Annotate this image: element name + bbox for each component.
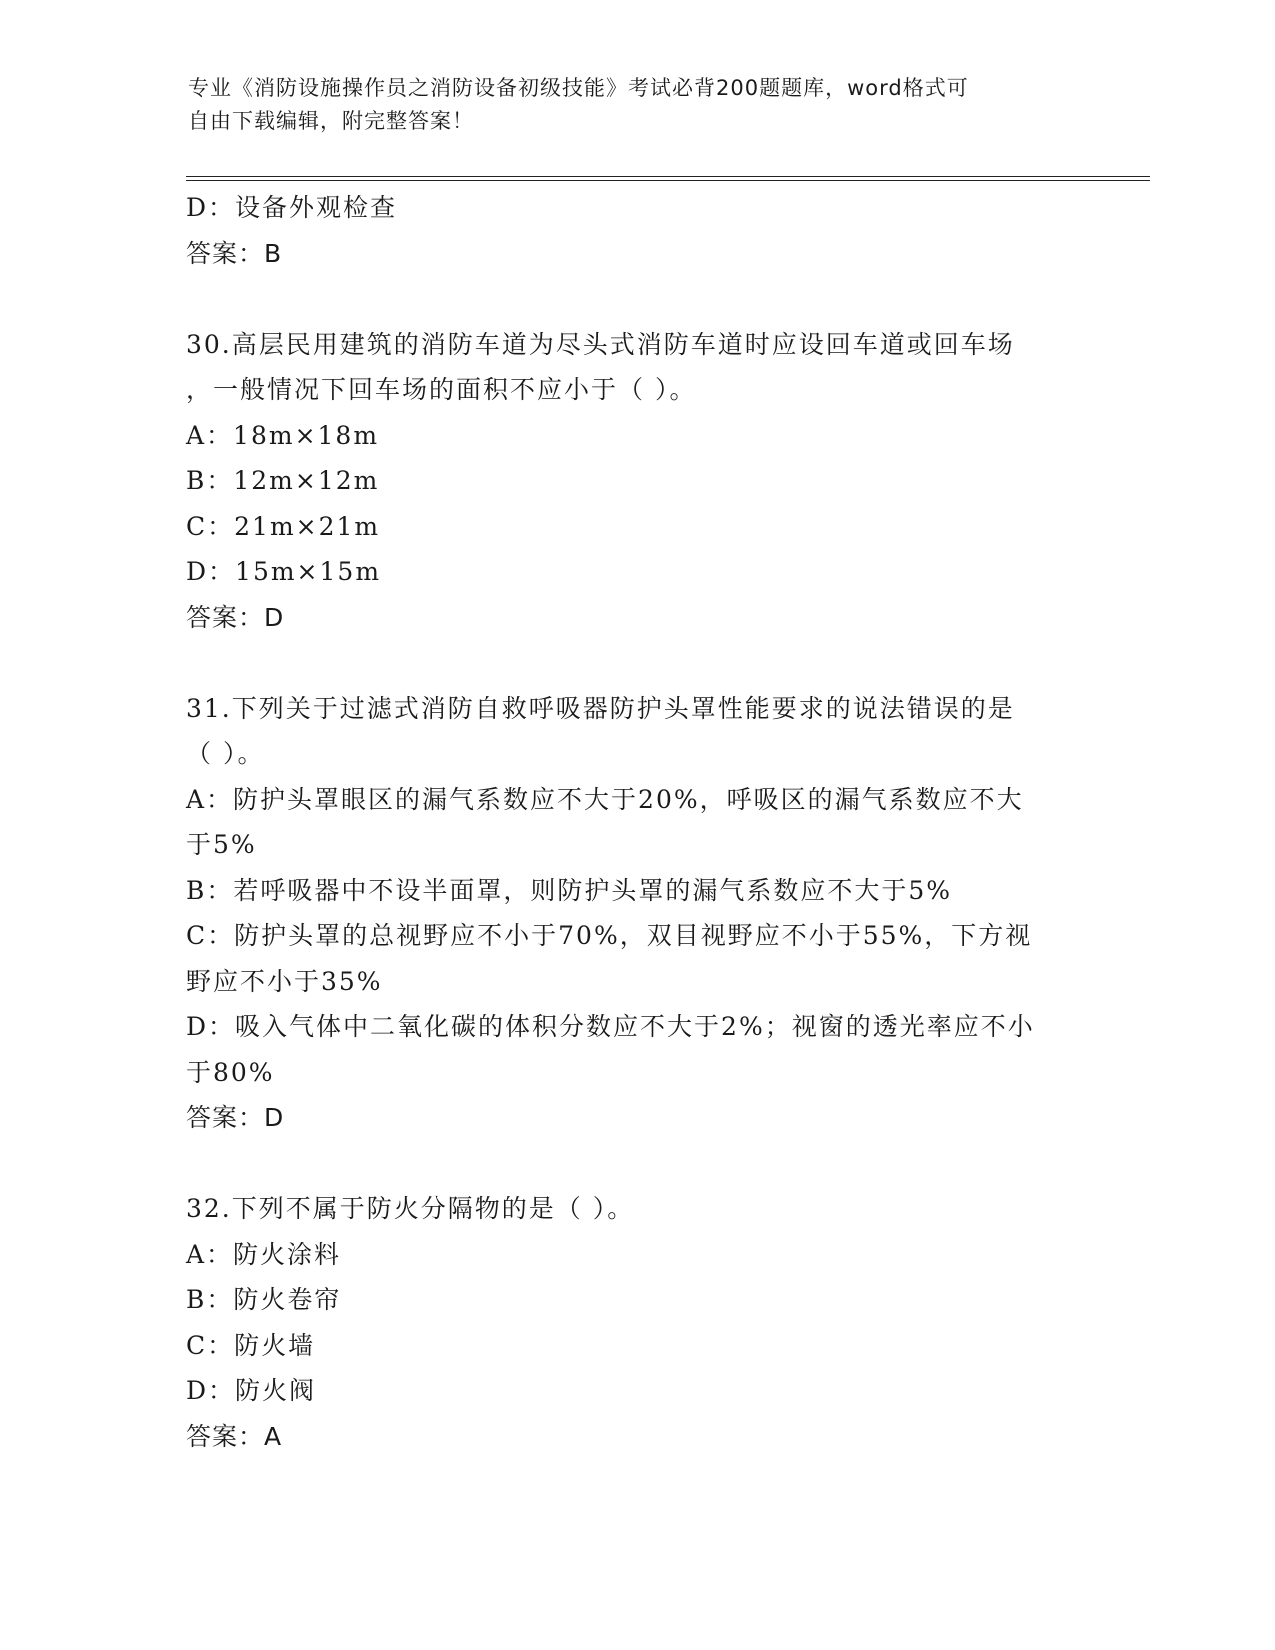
option-d: D：15m×15m: [186, 557, 382, 586]
answer-line: 答案：D: [186, 1103, 285, 1132]
option-d: D：防火阀: [186, 1376, 317, 1405]
answer-line: 答案：A: [186, 1421, 283, 1451]
question-list: [186, 185, 1086, 1459]
answer-line: 答案：B: [186, 238, 283, 268]
spacer: [186, 276, 1086, 322]
header-title-line-2: 自由下载编辑，附完整答案！: [188, 109, 474, 133]
option-b: B：防火卷帘: [186, 1285, 342, 1314]
option-a-continued: 于5%: [186, 830, 257, 859]
question-30: [186, 322, 1086, 641]
spacer: [186, 640, 1086, 686]
header-double-rule: [186, 176, 1150, 181]
option-c: C：防火墙: [186, 1330, 316, 1360]
question-stem: 30.高层民用建筑的消防车道为尽头式消防车道时应设回车道或回车场: [186, 329, 1015, 359]
option-d-continued: 于80%: [186, 1057, 275, 1087]
option-a: A：防火涂料: [186, 1239, 342, 1269]
answer-line: 答案：D: [186, 602, 285, 632]
option-a: A：18m×18m: [186, 420, 380, 450]
question-stem: ，一般情况下回车场的面积不应小于（ ）。: [186, 375, 697, 404]
option-b: B：若呼吸器中不设半面罩，则防护头罩的漏气系数应不大于5%: [186, 875, 953, 905]
question-32: [186, 1186, 1086, 1459]
option-b: B：12m×12m: [186, 466, 380, 495]
option-d: D：吸入气体中二氧化碳的体积分数应不大于2%；视窗的透光率应不小: [186, 1012, 1035, 1041]
question-stem: 32.下列不属于防火分隔物的是（ ）。: [186, 1194, 635, 1223]
document-header: [188, 72, 1068, 138]
question-31: [186, 686, 1086, 1141]
question-stem: （ ）。: [186, 739, 265, 768]
option-c-continued: 野应不小于35%: [186, 966, 383, 996]
question-stem: 31.下列关于过滤式消防自救呼吸器防护头罩性能要求的说法错误的是: [186, 693, 1015, 723]
option-c: C：21m×21m: [186, 511, 381, 541]
spacer: [186, 1141, 1086, 1187]
header-title-line-1: 专业《消防设施操作员之消防设备初级技能》考试必背200题题库，word格式可: [188, 76, 969, 100]
option-c: C：防护头罩的总视野应不小于70%，双目视野应不小于55%，下方视: [186, 921, 1033, 950]
option-d: D：设备外观检查: [186, 193, 398, 222]
option-a: A：防护头罩眼区的漏气系数应不大于20%，呼吸区的漏气系数应不大: [186, 784, 1024, 814]
